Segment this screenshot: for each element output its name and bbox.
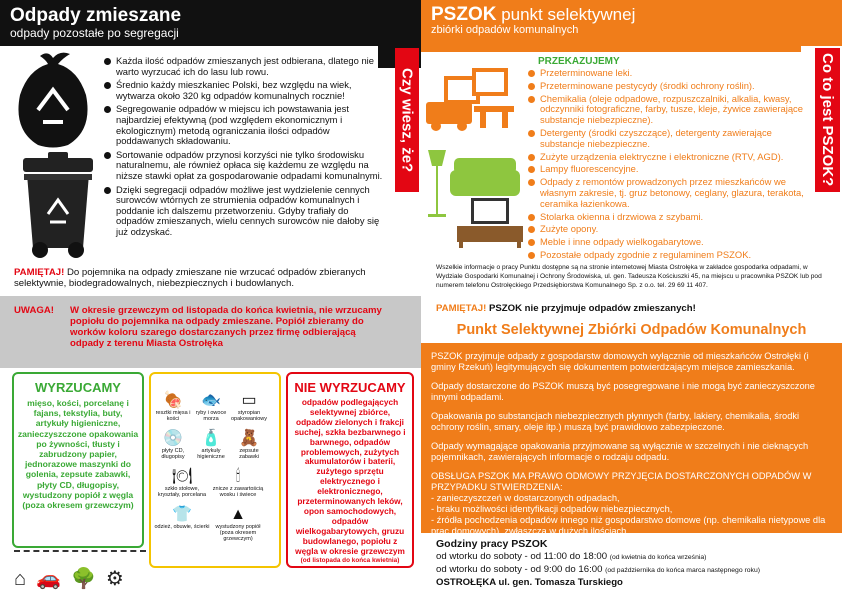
hours-row: od wtorku do soboty - od 11:00 do 18:00 (od kwietnia do końca września): [436, 551, 707, 562]
nothrow-title: NIE WYRZUCAMY: [294, 380, 406, 395]
throw-text: mięso, kości, porcelanę i fajans, tekstylia, buty, artykuły higieniczne, zanieczyszczone opakowania po żywności, tłusty i zabrudzony papier, jednorazowe maszynki do golenia, zepsute zabawki, płyty CD, długopisy, wystudzony popiół z węgla: [17, 398, 139, 500]
hours-title: Godziny pracy PSZOK: [436, 538, 548, 550]
warning-text: W okresie grzewczym od listopada do końca kwietnia, nie wrzucamy popiołu do pojemnika na odpady zmieszane. Popiół zbieramy do worków koloru szarego dostarczanych przez firmę odbierającą odpady z terenu Miasta Ostrołęka: [70, 305, 382, 349]
cd-pen-icon: 💿 płyty CD, długopisy: [161, 430, 185, 460]
fact-item: Każda ilość odpadów zmieszanych jest odbierana, dlatego nie warto wyrzucać ich do lasu lub rowu.: [104, 56, 386, 77]
accepted-item: Chemikalia (oleje odpadowe, rozpuszczalniki, alkalia, kwasy, odczynniki fotograficzne, farby, tusze, kleje, żywice zawierające substancje niebezpieczne).: [528, 94, 814, 126]
refusal-item: - zanieczyszczeń w dostarczonych odpadach,: [431, 493, 620, 503]
bottom-icons: [14, 566, 134, 591]
icons-box: [149, 372, 281, 568]
ash-icon: ▲ wystudzony popiół (poza okresem grzewczym): [215, 506, 261, 542]
fish-fruit-icon: 🐟 ryby i owoce morza: [195, 392, 227, 422]
left-remember: [14, 267, 394, 289]
fact-item: Segregowanie odpadów w miejscu ich powstawania jest najbardziej efektywną (pod względem ekonomicznym i ekologicznym) metodą ograniczania ilości odpadów poddawanych składowaniu.: [104, 104, 386, 146]
house-icon: ⌂: [14, 568, 37, 590]
right-remember: [436, 303, 832, 314]
accepted-title: PRZEKAZUJEMY: [538, 56, 620, 67]
trash-bin-icon: [18, 152, 98, 260]
right-remember-label: PAMIĘTAJ!: [436, 303, 487, 314]
clothes-icon: 👕 odzież, obuwie, ścierki: [154, 506, 210, 530]
tv-furniture-icon: [455, 198, 525, 250]
hours-section: [436, 538, 836, 589]
info-text: Wszelkie informacje o pracy Punktu dostępne są na stronie internetowej Miasta Ostrołęka w zakładce gospodarka odpadami, w Wydziale Gospodarki Komunalnej i Ochrony Środowiska, ul. gen. Tadeusza Kościuszki 45, na miejscu u pracownika PSZOK lub pod numerem telefonu Ostrołęckiego Przedsiębiorstwa Komunalnego Sp. z o.o. tel. 29 69 11 407.: [436, 264, 822, 289]
fact-item: Dzięki segregacji odpadów możliwe jest wydzielenie cennych surowców wtórnych ze strumienia odpadów komunalnych i poddanie ich dalszemu przetworzeniu. Gdyby trafiały do odpadów zmieszanych, wielu cennych surowców nie dałoby się już odzyskać.: [104, 185, 386, 238]
did-you-know-tab: Czy wiesz, że?: [395, 48, 419, 192]
hours-row: od wtorku do soboty - od 9:00 do 16:00 (od października do końca marca następnego roku): [436, 564, 760, 575]
accepted-item: Przeterminowane pestycydy (środki ochrony roślin).: [528, 81, 814, 92]
accepted-item: Zużyte opony.: [528, 224, 814, 235]
right-remember-text: PSZOK nie przyjmuje odpadów zmieszanych!: [488, 303, 696, 314]
styrofoam-icon: ▭ styropian opakowaniowy: [230, 392, 268, 422]
right-header: [421, 0, 842, 46]
rule-paragraph: PSZOK przyjmuje odpady z gospodarstw domowych wyłącznie od mieszkańców Ostrołęki (i gminy Rzekuń) legitymujących się dokumentem potwierdzającym miejsce zamieszkania.: [431, 351, 809, 372]
remember-label: PAMIĘTAJ!: [14, 267, 65, 278]
pszok-title-rest: punkt selektywnej: [501, 5, 636, 24]
nothrow-text: odpadów podlegających selektywnej zbiórce, odpadów zielonych i frakcji suchej, szkła bezbarwnego i barwnego, odpadów problemowych, zużytych akumulatorów i baterii, zużytego sprzętu elektrycznego i elektronicznego, przeterminowanych leków, opon samochodowych, odpadów wielkogabarytowych, gruzu budowlanego, popiołu z węgla w okresie grzewczym: [294, 397, 406, 556]
throw-box: [12, 372, 144, 548]
accepted-item: Odpady z remontów prowadzonych przez mieszkańców we własnym zakresie, tj. gruz betonowy, ceglany, glazura, terakota, ceramika łazienkowa.: [528, 177, 814, 209]
hygiene-icon: 🧴 artykuły higieniczne: [197, 430, 225, 460]
dishes-icon: 🍽 szkło stołowe, kryształy, porcelana: [157, 468, 207, 498]
facts-list: [104, 56, 386, 241]
gear-icon: ⚙: [105, 568, 134, 590]
pszok-title: PSZOK: [431, 4, 497, 25]
fact-item: Średnio każdy mieszkaniec Polski, bez względu na wiek, wytwarza około 320 kg odpadów komunalnych rocznie!: [104, 80, 386, 101]
trash-bag-icon: [8, 50, 98, 150]
tree-icon: 🌳: [71, 568, 106, 590]
nothrow-box: [286, 372, 414, 568]
accepted-list: [528, 68, 814, 263]
throw-title: WYRZUCAMY: [35, 380, 121, 395]
accepted-item: Meble i inne odpady wielkogabarytowe.: [528, 237, 814, 248]
left-title: Odpady zmieszane: [10, 5, 182, 26]
throw-note: (poza okresem grzewczym): [22, 500, 134, 511]
rule-paragraph: Odpady dostarczone do PSZOK muszą być posegregowane i nie mogą być zanieczyszczone innymi odpadami.: [431, 381, 815, 402]
address: OSTROŁĘKA ul. gen. Tomasza Turskiego: [436, 577, 623, 588]
accepted-item: Detergenty (środki czyszczące), detergenty zawierające substancje niebezpieczne.: [528, 128, 814, 150]
toy-icon: 🧸 zepsute zabawki: [239, 430, 259, 460]
warning-label: UWAGA!: [14, 305, 54, 316]
refusal-item: - braku możliwości identyfikacji odpadów niebezpiecznych,: [431, 504, 673, 514]
candle-icon: 🕯 znicze z zawartością wosku i świece: [212, 468, 264, 498]
left-header: [0, 0, 421, 46]
refusal-title: OBSŁUGA PSZOK MA PRAWO ODMOWY PRZYJĘCIA DOSTARCZONYCH ODPADÓW W PRZYPADKU STWIERDZENIA:: [431, 471, 812, 492]
section-title: Punkt Selektywnej Zbiórki Odpadów Komunalnych: [456, 322, 807, 338]
refusal-item: - źródła pochodzenia odpadów innego niż gospodarstwo domowe (np. chemikalia nietypowe dla prac domowych), zwłaszcza w dużych ilościach.: [431, 515, 826, 536]
meat-bone-icon: 🍖 resztki mięsa i kości: [155, 392, 191, 422]
accepted-item: Przeterminowane leki.: [528, 68, 814, 79]
accepted-item: Zużyte urządzenia elektryczne i elektroniczne (RTV, AGD).: [528, 152, 814, 163]
accepted-item: Lampy fluorescencyjne.: [528, 164, 814, 175]
dashed-divider: [14, 550, 146, 552]
header-strip: [421, 46, 801, 52]
rule-paragraph: Odpady wymagające opakowania przyjmowane są wyłącznie w szczelnych i nie cieknących pojemnikach, zawierających informacje o rodzaju odpadu.: [431, 441, 809, 462]
right-subtitle: zbiórki odpadów komunalnych: [431, 24, 579, 36]
rules-box: [421, 343, 842, 536]
what-is-pszok-tab: Co to jest PSZOK?: [815, 48, 840, 192]
nothrow-note: (od listopada do końca kwietnia): [300, 556, 400, 564]
accepted-item: Stolarka okienna i drzwiowa z szybami.: [528, 212, 814, 223]
left-subtitle: odpady pozostałe po segregacji: [10, 26, 179, 40]
accepted-item: Pozostałe odpady zgodnie z regulaminem PSZOK.: [528, 250, 814, 261]
rule-paragraph: Opakowania po substancjach niebezpiecznych płynnych (farby, lakiery, chemikalia, środki ochrony roślin, smary, oleje itp.) muszą być prawidłowo zabezpieczone.: [431, 411, 800, 432]
fact-item: Sortowanie odpadów przynosi korzyści nie tylko środowisku naturalnemu, ale również opłaca się każdemu ze względu na niższe stawki opłat za gospodarowanie odpadami komunalnymi.: [104, 150, 386, 182]
car-icon: 🚗: [36, 568, 71, 590]
remember-text: Do pojemnika na odpady zmieszane nie wrzucać odpadów zbieranych selektywnie, biodegradowalnych, niebezpiecznych i budowlanych.: [14, 267, 366, 289]
